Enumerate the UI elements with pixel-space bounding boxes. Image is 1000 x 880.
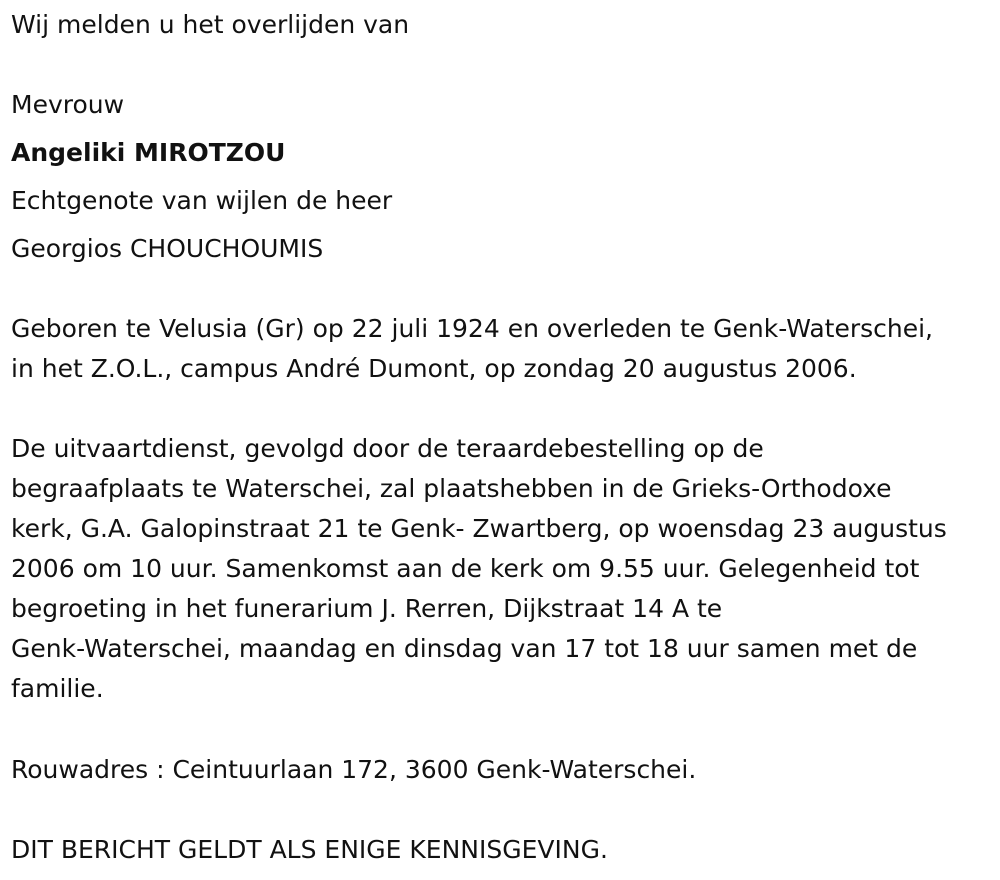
paragraph-line: begroeting in het funerarium J. Rerren, Dijkstraat 14 A te [11, 594, 723, 623]
mourning-address: Rouwadres : Ceintuurlaan 172, 3600 Genk-Waterschei. [11, 755, 697, 784]
relation-text: Echtgenote van wijlen de heer [11, 186, 393, 215]
paragraph-line: kerk, G.A. Galopinstraat 21 te Genk- Zwartberg, op woensdag 23 augustus [11, 514, 947, 543]
spouse-name: Georgios CHOUCHOUMIS [11, 234, 324, 263]
paragraph-line: Genk-Waterschei, maandag en dinsdag van 17 tot 18 uur samen met de [11, 634, 918, 663]
paragraph-line: 2006 om 10 uur. Samenkomst aan de kerk om 9.55 uur. Gelegenheid tot [11, 554, 920, 583]
service-paragraph [11, 429, 996, 709]
closing-statement: DIT BERICHT GELDT ALS ENIGE KENNISGEVING. [11, 835, 608, 864]
paragraph-line: familie. [11, 674, 104, 703]
salutation: Mevrouw [11, 90, 125, 119]
intro-text: Wij melden u het overlijden van [11, 10, 410, 39]
paragraph-line: begraafplaats te Waterschei, zal plaatshebben in de Grieks-Orthodoxe [11, 474, 892, 503]
paragraph-line: Geboren te Velusia (Gr) op 22 juli 1924 en overleden te Genk-Waterschei, [11, 314, 933, 343]
deceased-name: Angeliki MIROTZOU [11, 138, 286, 167]
birth-death-paragraph [11, 309, 996, 389]
paragraph-line: in het Z.O.L., campus André Dumont, op zondag 20 augustus 2006. [11, 354, 857, 383]
paragraph-line: De uitvaartdienst, gevolgd door de teraardebestelling op de [11, 434, 764, 463]
